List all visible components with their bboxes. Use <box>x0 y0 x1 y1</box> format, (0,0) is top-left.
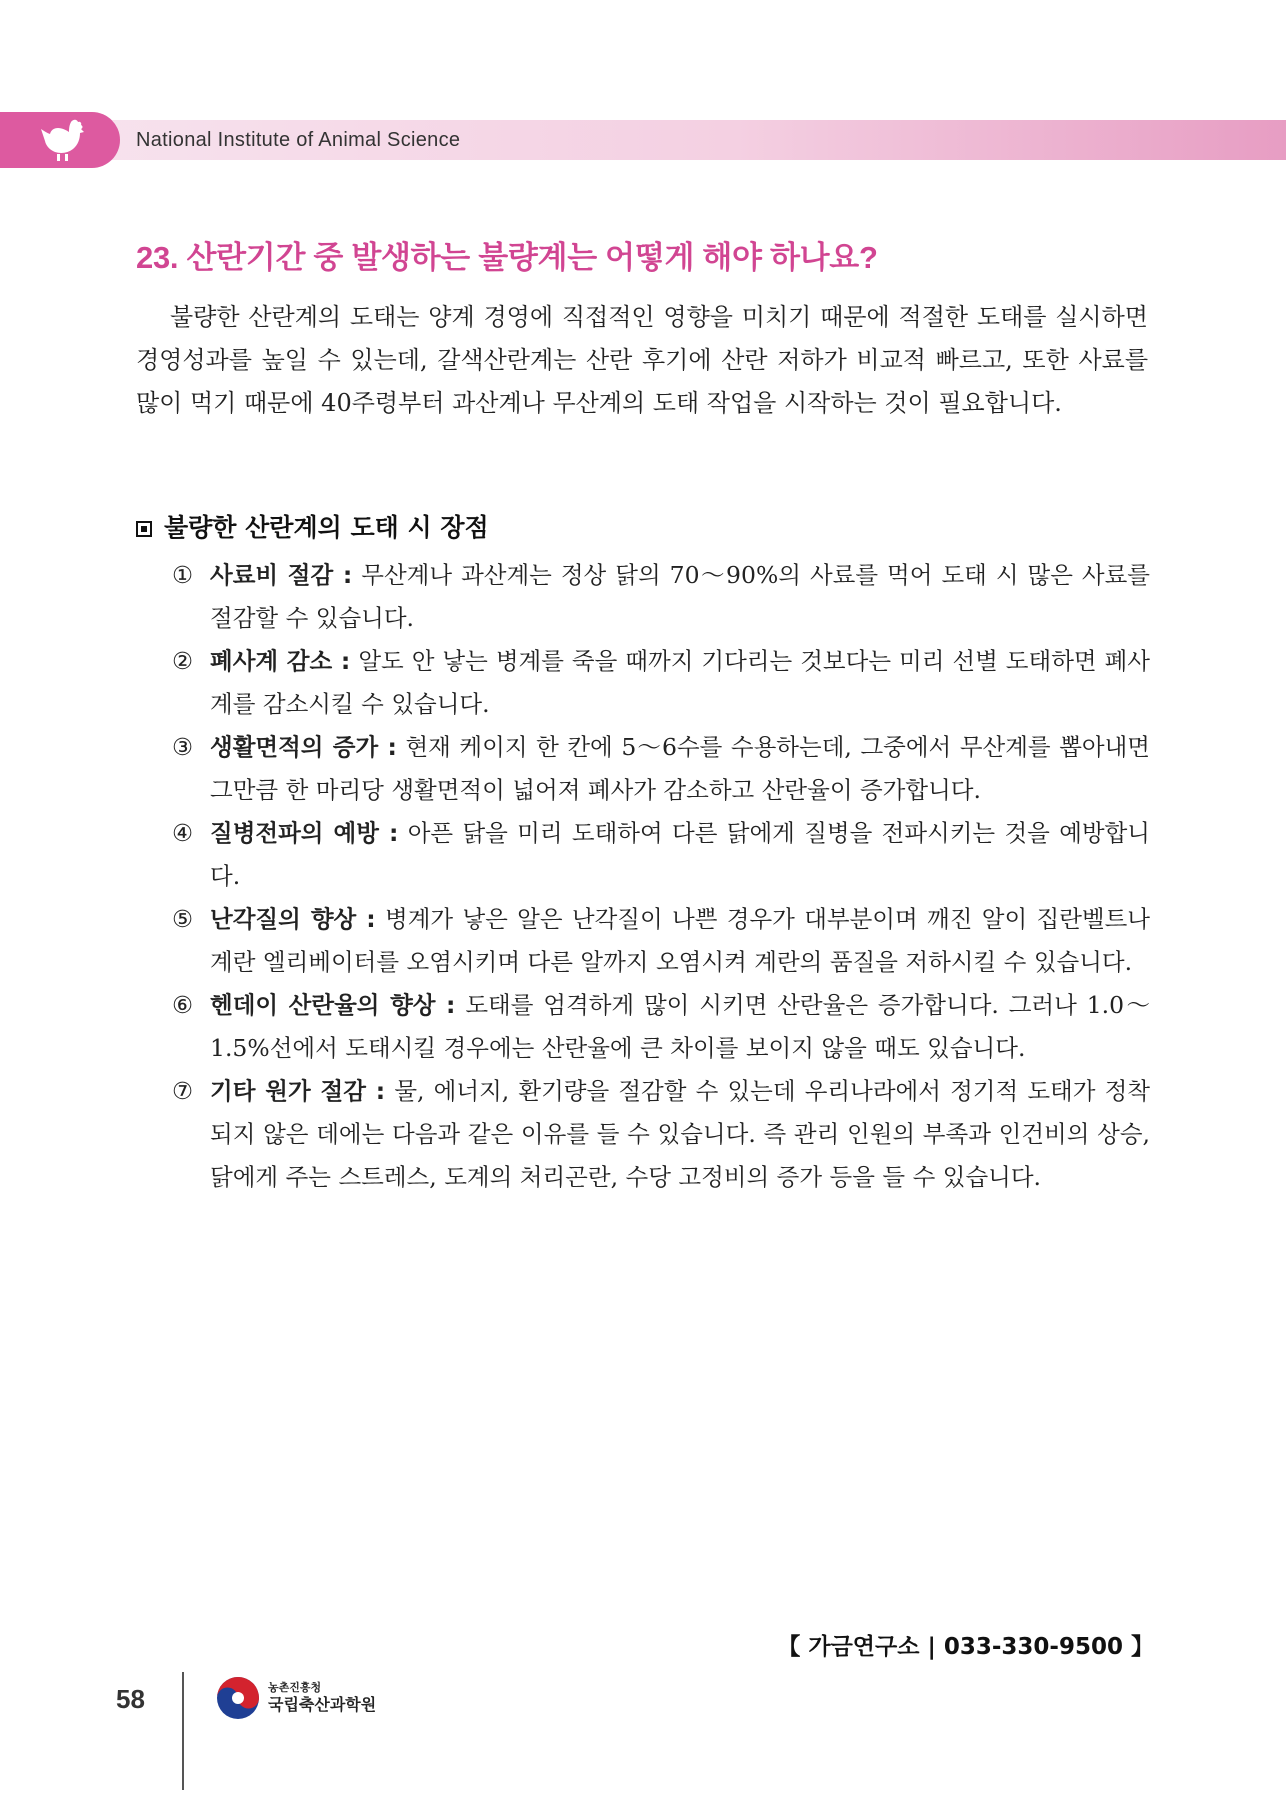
list-item <box>172 640 1150 726</box>
list-item <box>172 1070 1150 1199</box>
page-header <box>0 112 1286 168</box>
intro-paragraph: 불량한 산란계의 도태는 양계 경영에 직접적인 영향을 미치기 때문에 적절한 도태를 실시하면 경영성과를 높일 수 있는데, 갈색산란계는 산란 후기에 산란 저하가 비교적 빠르고, 또한 사료를 많이 먹기 때문에 40주령부터 과산계나 무산계의 도태 작업을 시작하는 것이 필요합니다. <box>136 303 1148 417</box>
item-term: 기타 원가 절감 : <box>210 1077 386 1105</box>
item-number: ⑥ <box>172 991 194 1019</box>
list-item <box>172 726 1150 812</box>
hen-icon <box>38 118 88 164</box>
advantages-list <box>172 554 1150 1199</box>
org-sub-name: 농촌진흥청 <box>268 1681 322 1694</box>
taegeuk-logo-icon <box>216 1676 260 1720</box>
item-text: 병계가 낳은 알은 난각질이 나쁜 경우가 대부분이며 깨진 알이 집란벨트나 계란 엘리베이터를 오염시키며 다른 알까지 오염시켜 계란의 품질을 저하시킬 수 있습니다. <box>210 905 1150 976</box>
item-term: 사료비 절감 : <box>210 561 353 589</box>
square-bullet-icon <box>136 521 152 537</box>
list-item <box>172 898 1150 984</box>
list-item <box>172 554 1150 640</box>
item-term: 생활면적의 증가 : <box>210 733 397 761</box>
item-text: 아픈 닭을 미리 도태하여 다른 닭에게 질병을 전파시키는 것을 예방합니다. <box>210 819 1150 890</box>
item-number: ② <box>172 647 194 675</box>
header-icon-badge <box>0 112 120 168</box>
item-number: ⑤ <box>172 905 194 933</box>
page-number: 58 <box>116 1684 145 1714</box>
org-main-name: 국립축산과학원 <box>268 1695 377 1715</box>
item-text: 알도 안 낳는 병계를 죽을 때까지 기다리는 것보다는 미리 선별 도태하면 폐사계를 감소시킬 수 있습니다. <box>210 647 1151 718</box>
footer-divider <box>182 1672 184 1790</box>
item-term: 폐사계 감소 : <box>210 647 351 675</box>
item-term: 질병전파의 예방 : <box>210 819 399 847</box>
page-title: 23. 산란기간 중 발생하는 불량계는 어떻게 해야 하나요? <box>136 240 878 275</box>
item-text: 무산계나 과산계는 정상 닭의 70～90%의 사료를 먹어 도태 시 많은 사료를 절감할 수 있습니다. <box>210 561 1151 632</box>
item-number: ① <box>172 561 194 589</box>
list-item <box>172 812 1150 898</box>
org-logo-text <box>268 1682 376 1714</box>
section-heading <box>136 508 489 544</box>
item-term: 난각질의 향상 : <box>210 905 376 933</box>
item-number: ⑦ <box>172 1077 194 1105</box>
item-number: ④ <box>172 819 194 847</box>
item-text: 현재 케이지 한 칸에 5～6수를 수용하는데, 그중에서 무산계를 뽑아내면 그만큼 한 마리당 생활면적이 넓어져 폐사가 감소하고 산란율이 증가합니다. <box>210 733 1151 804</box>
item-text: 도태를 엄격하게 많이 시키면 산란율은 증가합니다. 그러나 1.0～1.5%선에서 도태시킬 경우에는 산란율에 큰 차이를 보이지 않을 때도 있습니다. <box>210 991 1150 1062</box>
item-text: 물, 에너지, 환기량을 절감할 수 있는데 우리나라에서 정기적 도태가 정착되지 않은 데에는 다음과 같은 이유를 들 수 있습니다. 즉 관리 인원의 부족과 인건비의 상승, 닭에게 주는 스트레스, 도계의 처리곤란, 수당 고정비의 증가 등을 들 수 있습니다. <box>210 1077 1150 1191</box>
list-item <box>172 984 1150 1070</box>
section-heading-text: 불량한 산란계의 도태 시 장점 <box>164 513 489 542</box>
item-term: 헨데이 산란율의 향상 : <box>210 991 456 1019</box>
institute-name: National Institute of Animal Science <box>136 129 461 151</box>
research-center-contact: 【 가금연구소 | 033-330-9500 】 <box>777 1634 1154 1660</box>
item-number: ③ <box>172 733 194 761</box>
